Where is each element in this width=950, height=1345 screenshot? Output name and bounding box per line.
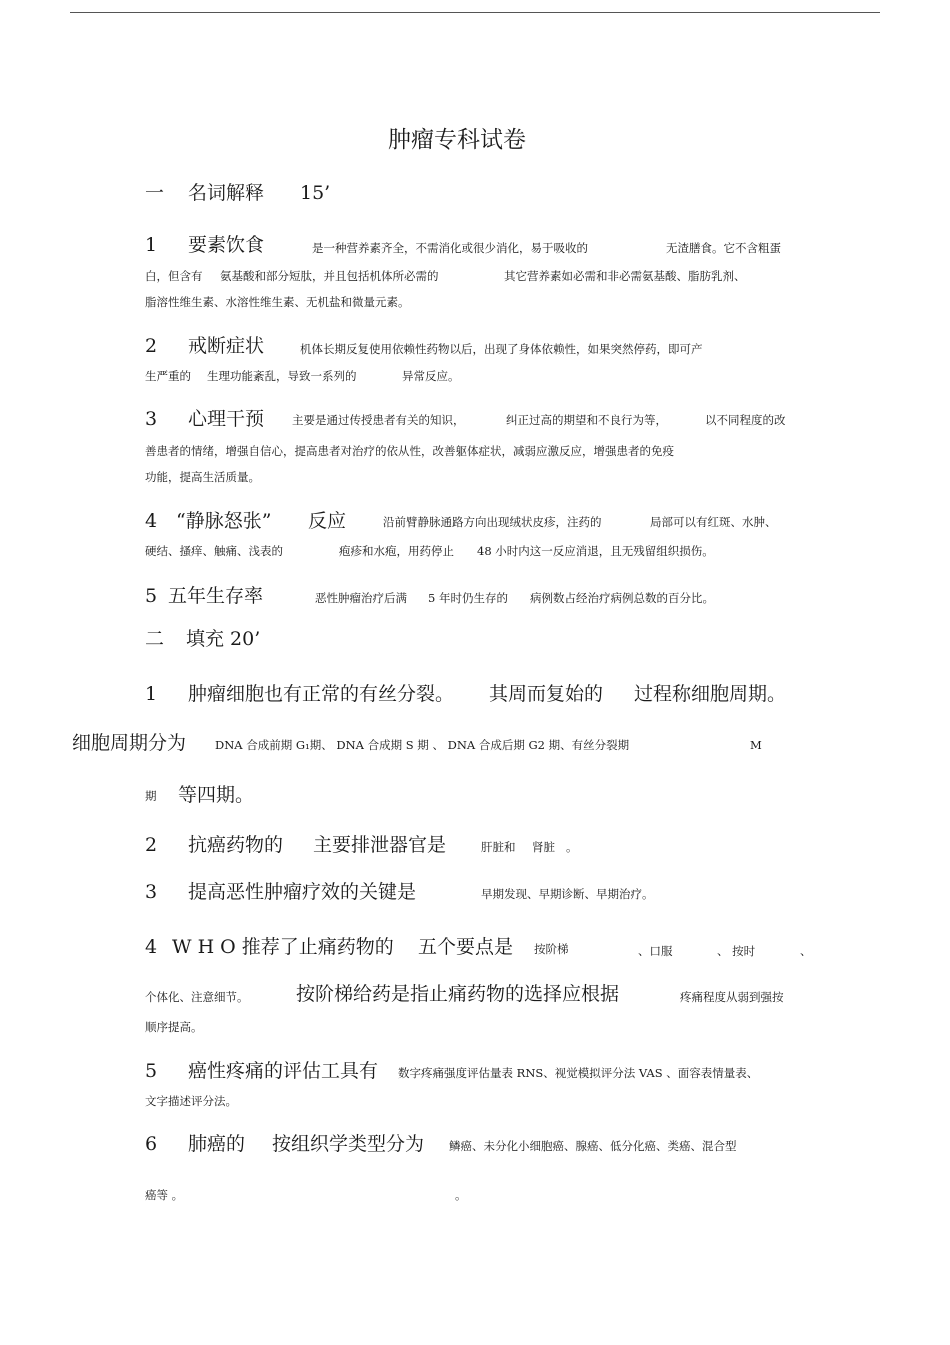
fill-4-answer: 疼痛程度从弱到强按 xyxy=(680,990,784,1004)
item-1-1-text: 无渣膳食。它不含粗蛋 xyxy=(666,241,781,255)
fill-1-text: 肿瘤细胞也有正常的有丝分裂。 xyxy=(188,683,455,705)
item-1-1-text: 脂溶性维生素、水溶性维生素、无机盐和微量元素。 xyxy=(145,295,410,309)
item-1-1-text: 其它营养素如必需和非必需氨基酸、脂肪乳剂、 xyxy=(504,269,746,283)
section-2-number: 二 xyxy=(145,628,165,650)
item-1-4-text: 48 小时内这一反应消退，且无残留组织损伤。 xyxy=(477,544,714,558)
fill-3-answer: 早期发现、早期诊断、早期治疗。 xyxy=(481,887,654,901)
item-1-2-term: 戒断症状 xyxy=(188,335,265,357)
fill-4-answer: 顺序提高。 xyxy=(145,1020,203,1034)
item-1-3-text: 善患者的情绪，增强自信心，提高患者对治疗的依从性，改善躯体症状，减弱应激反应，增强患者的免疫 xyxy=(145,444,674,458)
fill-1-answer: DNA 合成前期 G₁期、 DNA 合成期 S 期 、 DNA 合成后期 G2 期、有丝分裂期 xyxy=(215,738,630,752)
item-1-4-text: 局部可以有红斑、水肿、 xyxy=(650,515,777,529)
item-1-1-number: 1 xyxy=(145,234,158,256)
fill-2-answer: 肾脏 xyxy=(532,840,555,854)
item-1-1-text: 白，但含有 xyxy=(145,269,203,283)
item-1-4-term-suffix: 反应 xyxy=(308,510,347,532)
item-1-3-number: 3 xyxy=(145,408,158,430)
fill-2-answer: 。 xyxy=(566,840,578,854)
item-1-1-text: 是一种营养素齐全，不需消化或很少消化，易于吸收的 xyxy=(312,241,588,255)
fill-5-number: 5 xyxy=(145,1060,158,1082)
fill-1-text: 细胞周期分为 xyxy=(72,732,187,754)
fill-2-text: 主要排泄器官是 xyxy=(313,834,447,856)
section-1-number: 一 xyxy=(145,182,165,204)
item-1-4-term: “静脉怒张” xyxy=(176,510,272,532)
fill-1-answer: M xyxy=(750,738,762,752)
item-1-3-text: 以不同程度的改 xyxy=(705,413,786,427)
fill-2-answer: 肝脏和 xyxy=(481,840,516,854)
fill-6-text: 肺癌的 xyxy=(188,1133,246,1155)
fill-5-text: 癌性疼痛的评估工具有 xyxy=(188,1060,379,1082)
item-1-4-number: 4 xyxy=(145,510,158,532)
fill-6-number: 6 xyxy=(145,1133,158,1155)
fill-1-number: 1 xyxy=(145,683,158,705)
fill-1-text: 其周而复始的 xyxy=(489,683,604,705)
item-1-5-number: 5 xyxy=(145,585,158,607)
item-1-5-text: 5 年时仍生存的 xyxy=(428,591,508,605)
fill-1-text: 等四期。 xyxy=(178,784,255,806)
fill-4-text: 五个要点是 xyxy=(418,936,514,958)
fill-3-text: 提高恶性肿瘤疗效的关键是 xyxy=(188,881,417,903)
fill-2-number: 2 xyxy=(145,834,158,856)
section-2-label: 填充 20’ xyxy=(186,628,261,650)
fill-4-answer: 、 xyxy=(800,944,812,958)
fill-5-answer: 数字疼痛强度评估量表 RNS、视觉模拟评分法 VAS 、面容表情量表、 xyxy=(398,1066,759,1080)
fill-6-text: 按组织学类型分为 xyxy=(272,1133,425,1155)
fill-2-text: 抗癌药物的 xyxy=(188,834,284,856)
fill-4-number: 4 xyxy=(145,936,158,958)
fill-4-answer: 、口服 xyxy=(638,944,673,958)
fill-4-answer: 按阶梯 xyxy=(534,942,569,956)
fill-5-answer: 文字描述评分法。 xyxy=(145,1094,237,1108)
item-1-2-text: 生严重的 xyxy=(145,369,191,383)
item-1-3-text: 主要是通过传授患者有关的知识， xyxy=(292,413,465,427)
item-1-5-text: 病例数占经治疗病例总数的百分比。 xyxy=(530,591,714,605)
item-1-4-text: 疱疹和水疱，用药停止 xyxy=(339,544,454,558)
fill-1-text: 过程称细胞周期。 xyxy=(634,683,787,705)
item-1-2-number: 2 xyxy=(145,335,158,357)
header-rule xyxy=(70,12,880,13)
fill-6-answer: 。 xyxy=(455,1188,467,1202)
fill-4-answer: 个体化、注意细节。 xyxy=(145,990,249,1004)
item-1-2-text: 异常反应。 xyxy=(402,369,460,383)
fill-6-answer: 鳞癌、未分化小细胞癌、腺癌、低分化癌、类癌、混合型 xyxy=(449,1139,737,1153)
item-1-4-text: 沿前臂静脉通路方向出现绒状皮疹，注药的 xyxy=(383,515,602,529)
fill-6-answer: 癌等 。 xyxy=(145,1188,184,1202)
item-1-4-text: 硬结、搔痒、触痛、浅表的 xyxy=(145,544,283,558)
item-1-5-term: 五年生存率 xyxy=(168,585,264,607)
item-1-3-text: 功能，提高生活质量。 xyxy=(145,470,260,484)
item-1-3-term: 心理干预 xyxy=(188,408,265,430)
item-1-2-text: 机体长期反复使用依赖性药物以后，出现了身体依赖性，如果突然停药，即可产 xyxy=(300,342,703,356)
item-1-3-text: 纠正过高的期望和不良行为等， xyxy=(506,413,667,427)
fill-4-text: 按阶梯给药是指止痛药物的选择应根据 xyxy=(296,983,620,1005)
section-1-label: 名词解释 xyxy=(188,182,265,204)
page-title: 肿瘤专科试卷 xyxy=(388,127,526,153)
item-1-2-text: 生理功能紊乱，导致一系列的 xyxy=(207,369,357,383)
section-1-score: 15’ xyxy=(300,182,331,204)
item-1-1-term: 要素饮食 xyxy=(188,234,265,256)
fill-4-text: W H O 推荐了止痛药物的 xyxy=(172,936,394,958)
item-1-5-text: 恶性肿瘤治疗后满 xyxy=(315,591,407,605)
fill-1-answer: 期 xyxy=(145,789,157,803)
item-1-1-text: 氨基酸和部分短肽，并且包括机体所必需的 xyxy=(220,269,439,283)
fill-3-number: 3 xyxy=(145,881,158,903)
fill-4-answer: 、 按时 xyxy=(717,944,756,958)
